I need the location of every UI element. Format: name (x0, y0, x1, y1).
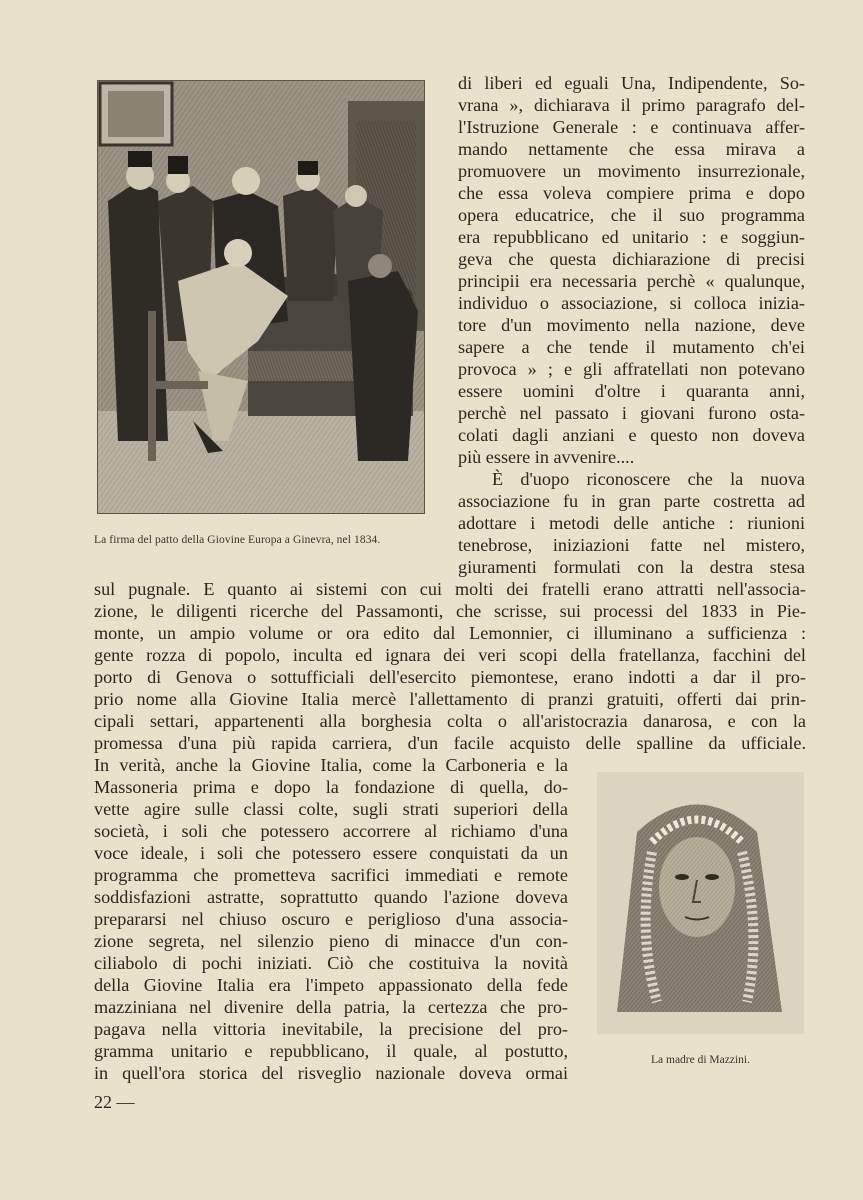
text-line: mazziniana nel divenire della patria, la certezza che pro- (94, 997, 568, 1017)
text-line: giuramenti formulati con la destra stesa (458, 557, 805, 577)
text-line: individuo o associazione, si colloca inizia- (458, 293, 805, 313)
text-line: tenebrose, iniziazioni fatte nel mistero, (458, 535, 805, 555)
text-line: programma che prometteva sacrifici immediati e remote (94, 865, 568, 885)
text-line: monte, un ampio volume or ora edito dal Lemonnier, ci illuminano a sufficienza : (94, 623, 806, 643)
engraving-illustration (98, 81, 424, 513)
text-line: È d'uopo riconoscere che la nuova (492, 469, 805, 489)
text-line: perchè nel passato i giovani furono osta- (458, 403, 805, 423)
figure-caption-bottom: La madre di Mazzini. (651, 1054, 750, 1066)
text-line: più essere in avvenire.... (458, 447, 635, 467)
text-line: sul pugnale. E quanto ai sistemi con cui molti dei fratelli erano attratti nell'associa- (94, 579, 806, 599)
text-line: provoca » ; e gli affratellati non potevano (458, 359, 805, 379)
text-line: ciliabolo di pochi iniziati. Ciò che costituiva la novità (94, 953, 568, 973)
text-line: gramma unitario e repubblicano, il quale, al postutto, (94, 1041, 568, 1061)
text-line: società, i soli che potessero accorrere al richiamo d'una (94, 821, 568, 841)
text-line: gente rozza di popolo, inculta ed ignara dei veri scopi della fratellanza, facchini del (94, 645, 806, 665)
text-line: zione, le diligenti ricerche del Passamonti, che scrisse, sui processi del 1833 in Pie- (94, 601, 806, 621)
page-number: 22 — (94, 1092, 135, 1112)
text-line: porto di Genova o sottufficiali dell'esercito piemontese, erano indotti a dar il pro- (94, 667, 806, 687)
text-line: di liberi ed eguali Una, Indipendente, So- (458, 73, 805, 93)
text-line: associazione fu in gran parte costretta ad (458, 491, 805, 511)
text-line: colati dagli anziani e questo non doveva (458, 425, 805, 445)
text-line: opera educatrice, che il suo programma (458, 205, 805, 225)
text-line: l'Istruzione Generale : e continuava affer- (458, 117, 805, 137)
text-line: tore d'un movimento nella nazione, deve (458, 315, 805, 335)
text-line: In verità, anche la Giovine Italia, come la Carboneria e la (94, 755, 568, 775)
text-line: prio nome alla Giovine Italia mercè l'allettamento di pranzi gratuiti, offerti dai prin- (94, 689, 806, 709)
text-line: era repubblicano ed unitario : e soggiun- (458, 227, 805, 247)
text-line: vrana », dichiarava il primo paragrafo del- (458, 95, 805, 115)
text-line: in quell'ora storica del risveglio nazionale doveva ormai (94, 1063, 568, 1083)
figure-caption-top: La firma del patto della Giovine Europa a Ginevra, nel 1834. (94, 534, 381, 546)
text-line: essere uomini d'oltre i quaranta anni, (458, 381, 805, 401)
portrait-illustration (597, 772, 804, 1034)
text-line: sapere a che tende il mutamento ch'ei (458, 337, 805, 357)
text-line: che essa voleva compiere prima e dopo (458, 183, 805, 203)
text-line: voce ideale, i soli che potessero essere conquistati da un (94, 843, 568, 863)
text-line: soddisfazioni astratte, soprattutto quando l'azione doveva (94, 887, 568, 907)
text-line: geva che questa dichiarazione di precisi (458, 249, 805, 269)
text-line: principii era necessaria perchè « qualunque, (458, 271, 805, 291)
text-line: Massoneria prima e dopo la fondazione di quella, do- (94, 777, 568, 797)
text-line: cipali settari, appartenenti alla borghesia colta o all'aristocrazia danarosa, e con la (94, 711, 806, 731)
text-line: mando nettamente che essa mirava a (458, 139, 805, 159)
text-line: promessa d'una più rapida carriera, d'un facile acquisto delle spalline da ufficiale. (94, 733, 806, 753)
text-line: della Giovine Italia era l'impeto appassionato della fede (94, 975, 568, 995)
text-line: adottare i metodi delle antiche : riunioni (458, 513, 805, 533)
text-line: pagava nella vittoria inevitabile, la precisione del pro- (94, 1019, 568, 1039)
portrait-mazzini-mother (597, 772, 804, 1034)
text-line: vette agire sulle classi colte, sugli strati superiori della (94, 799, 568, 819)
text-line: promuovere un movimento insurrezionale, (458, 161, 805, 181)
engraving-giovine-europa (97, 80, 425, 514)
text-line: prepararsi nel chiuso oscuro e periglioso d'una associa- (94, 909, 568, 929)
text-line: zione segreta, nel silenzio pieno di minacce d'un con- (94, 931, 568, 951)
